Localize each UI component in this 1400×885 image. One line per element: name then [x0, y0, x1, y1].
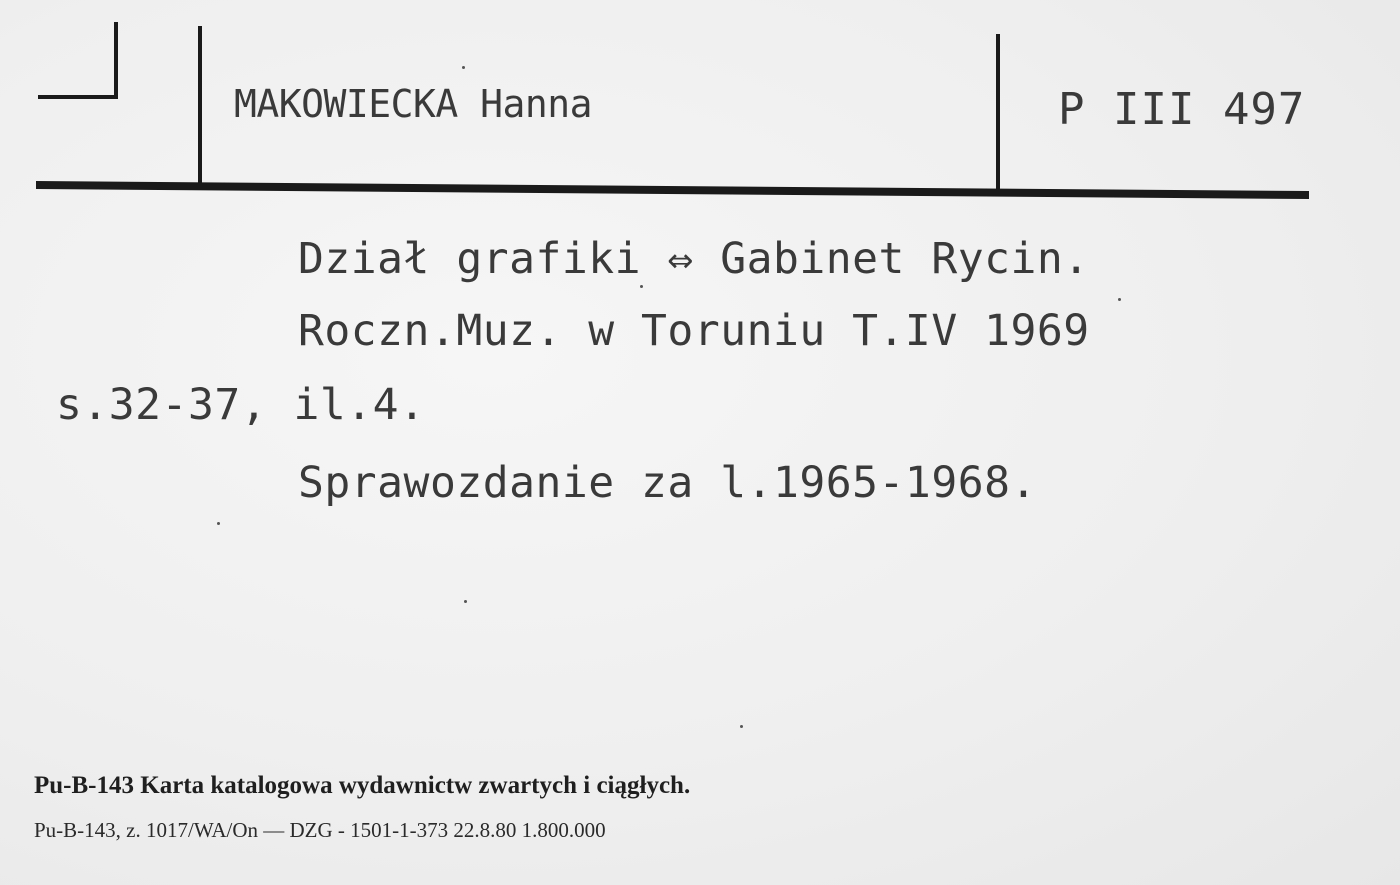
paper-speck — [217, 522, 220, 525]
shelfmark: P III 497 — [1058, 84, 1306, 135]
entry-line-description: Sprawozdanie za l.1965-1968. — [298, 458, 1037, 508]
paper-speck — [462, 66, 465, 69]
form-title: Pu-B-143 Karta katalogowa wydawnictw zwartych i ciągłych. — [34, 772, 691, 799]
header-rule — [36, 181, 1309, 199]
print-info: Pu-B-143, z. 1017/WA/On — DZG - 1501-1-373 22.8.80 1.800.000 — [34, 818, 606, 842]
entry-line-publication: Roczn.Muz. w Toruniu T.IV 1969 — [298, 306, 1090, 356]
entry-line-pages: s.32-37, il.4. — [56, 380, 426, 430]
paper-speck — [464, 600, 467, 603]
paper-speck — [1118, 298, 1121, 301]
header-divider-left — [198, 26, 202, 188]
corner-mark-vertical — [114, 22, 118, 98]
paper-speck — [640, 285, 643, 288]
header-divider-right — [996, 34, 1000, 194]
paper-speck — [740, 725, 743, 728]
entry-line-department: Dział grafiki ⇔ Gabinet Rycin. — [298, 234, 1090, 284]
corner-mark-horizontal — [38, 95, 118, 99]
author-heading: MAKOWIECKA Hanna — [234, 82, 593, 126]
